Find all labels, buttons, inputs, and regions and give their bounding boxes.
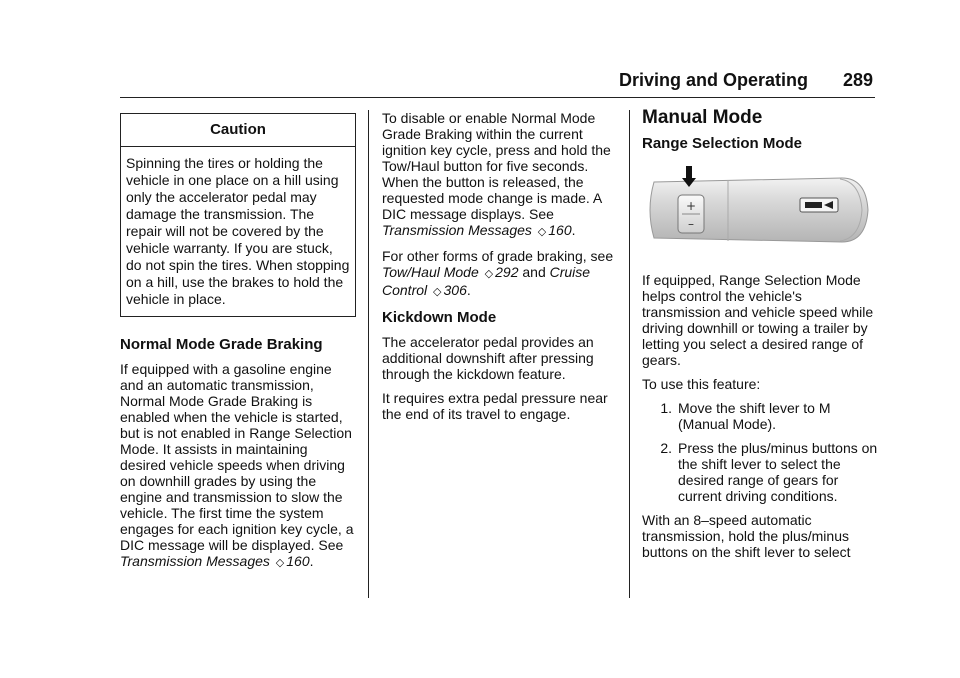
section-title: Driving and Operating xyxy=(619,70,809,90)
page-ref[interactable]: 160 xyxy=(548,222,572,238)
page-ref-icon: ◇ xyxy=(433,286,442,298)
range-selection-heading: Range Selection Mode xyxy=(642,135,803,152)
page-ref[interactable]: 306 xyxy=(443,282,467,298)
shift-lever-illustration xyxy=(642,164,872,260)
page-ref[interactable]: 292 xyxy=(495,264,519,280)
step-text: Move the shift lever to M (Manual Mode). xyxy=(678,400,831,432)
and-text: and xyxy=(522,264,546,280)
range-selection-paragraph-2: To use this feature: xyxy=(642,376,761,392)
tow-haul-mode-link[interactable]: Tow/Haul Mode xyxy=(382,264,479,280)
column-1 xyxy=(120,110,356,579)
page-ref-icon: ◇ xyxy=(484,268,494,280)
cruise-control-link[interactable]: Cruise Control xyxy=(382,264,591,298)
step-text: Press the plus/minus buttons on the shift lever to select the desired range of gears for current driving conditions. xyxy=(678,440,878,504)
page-ref[interactable]: 160 xyxy=(286,553,310,569)
caution-text: Spinning the tires or holding the vehicle in one place on a hill using only the accelerator pedal may damage the transmission. The repair will not be covered by the vehicle warranty. If you are stuck, do not spin the tires. When stopping on a hill, use the brakes to hold the vehicle in place. xyxy=(126,155,350,307)
transmission-messages-link[interactable]: Transmission Messages xyxy=(120,553,270,569)
kickdown-paragraph-1: The accelerator pedal provides an additional downshift after pressing through the kickdown feature. xyxy=(382,334,594,382)
column-3 xyxy=(642,107,878,568)
column-divider-1 xyxy=(368,110,369,598)
range-selection-paragraph-3: With an 8–speed automatic transmission, hold the plus/minus buttons on the shift lever to select xyxy=(642,512,851,560)
page-ref-icon: ◇ xyxy=(275,557,285,569)
range-selection-paragraph-1: If equipped, Range Selection Mode helps control the vehicle's transmission and vehicle speed while driving downhill or towing a trailer by letting you select a desired range of gears. xyxy=(642,272,874,368)
caution-title: Caution xyxy=(121,114,355,147)
shift-lever-figure xyxy=(642,164,872,260)
list-item xyxy=(642,440,878,504)
header-divider xyxy=(120,97,875,98)
manual-mode-heading: Manual Mode xyxy=(642,107,763,128)
other-forms-body: For other forms of grade braking, see xyxy=(382,248,614,264)
step-number: 2. xyxy=(660,440,672,456)
kickdown-heading: Kickdown Mode xyxy=(382,309,497,326)
normal-mode-paragraph: If equipped with a gasoline engine and an automatic transmission, Normal Mode Grade Braking is enabled when the vehicle is started, but is not enabled in Range Selection Mode. It assists in maintaining desired vehicle speeds when driving on downhill grades by using the engine and transmission to slow the vehicle. The first time the system engages for each ignition key cycle, a DIC message will be displayed. See Transmission Messages ◇ 160. xyxy=(120,361,354,569)
list-item xyxy=(642,400,878,432)
column-2 xyxy=(382,110,620,430)
normal-mode-heading: Normal Mode Grade Braking xyxy=(120,336,323,353)
normal-mode-body: If equipped with a gasoline engine and an automatic transmission, Normal Mode Grade Braking is enabled when the vehicle is started, but is not enabled in Range Selection Mode. It assists in maintaining desired vehicle speeds when driving on downhill grades by using the engine and transmission to slow the vehicle. The first time the system engages for each ignition key cycle, a DIC message will be displayed. See xyxy=(120,361,354,553)
transmission-messages-link[interactable]: Transmission Messages xyxy=(382,222,532,238)
kickdown-paragraph-2: It requires extra pedal pressure near the end of its travel to engage. xyxy=(382,390,608,422)
page-header xyxy=(0,0,960,100)
other-forms-paragraph: For other forms of grade braking, see Tow/Haul Mode ◇ 292 and Cruise Control ◇ 306. xyxy=(382,248,614,298)
column-divider-2 xyxy=(629,110,630,598)
minus-label: – xyxy=(688,217,694,231)
disable-body: To disable or enable Normal Mode Grade Braking within the current ignition key cycle, press and hold the Tow/Haul button for five seconds. When the button is released, the requested mode change is made. A DIC message displays. See xyxy=(382,110,611,222)
step-number: 1. xyxy=(660,400,672,416)
caution-box xyxy=(120,113,356,317)
disable-paragraph: To disable or enable Normal Mode Grade Braking within the current ignition key cycle, press and hold the Tow/Haul button for five seconds. When the button is released, the requested mode change is made. A DIC message displays. See Transmission Messages ◇ 160. xyxy=(382,110,611,238)
page-ref-icon: ◇ xyxy=(537,226,547,238)
plus-label: + xyxy=(685,199,697,213)
page-number: 289 xyxy=(843,70,874,90)
steps-list xyxy=(642,400,878,504)
